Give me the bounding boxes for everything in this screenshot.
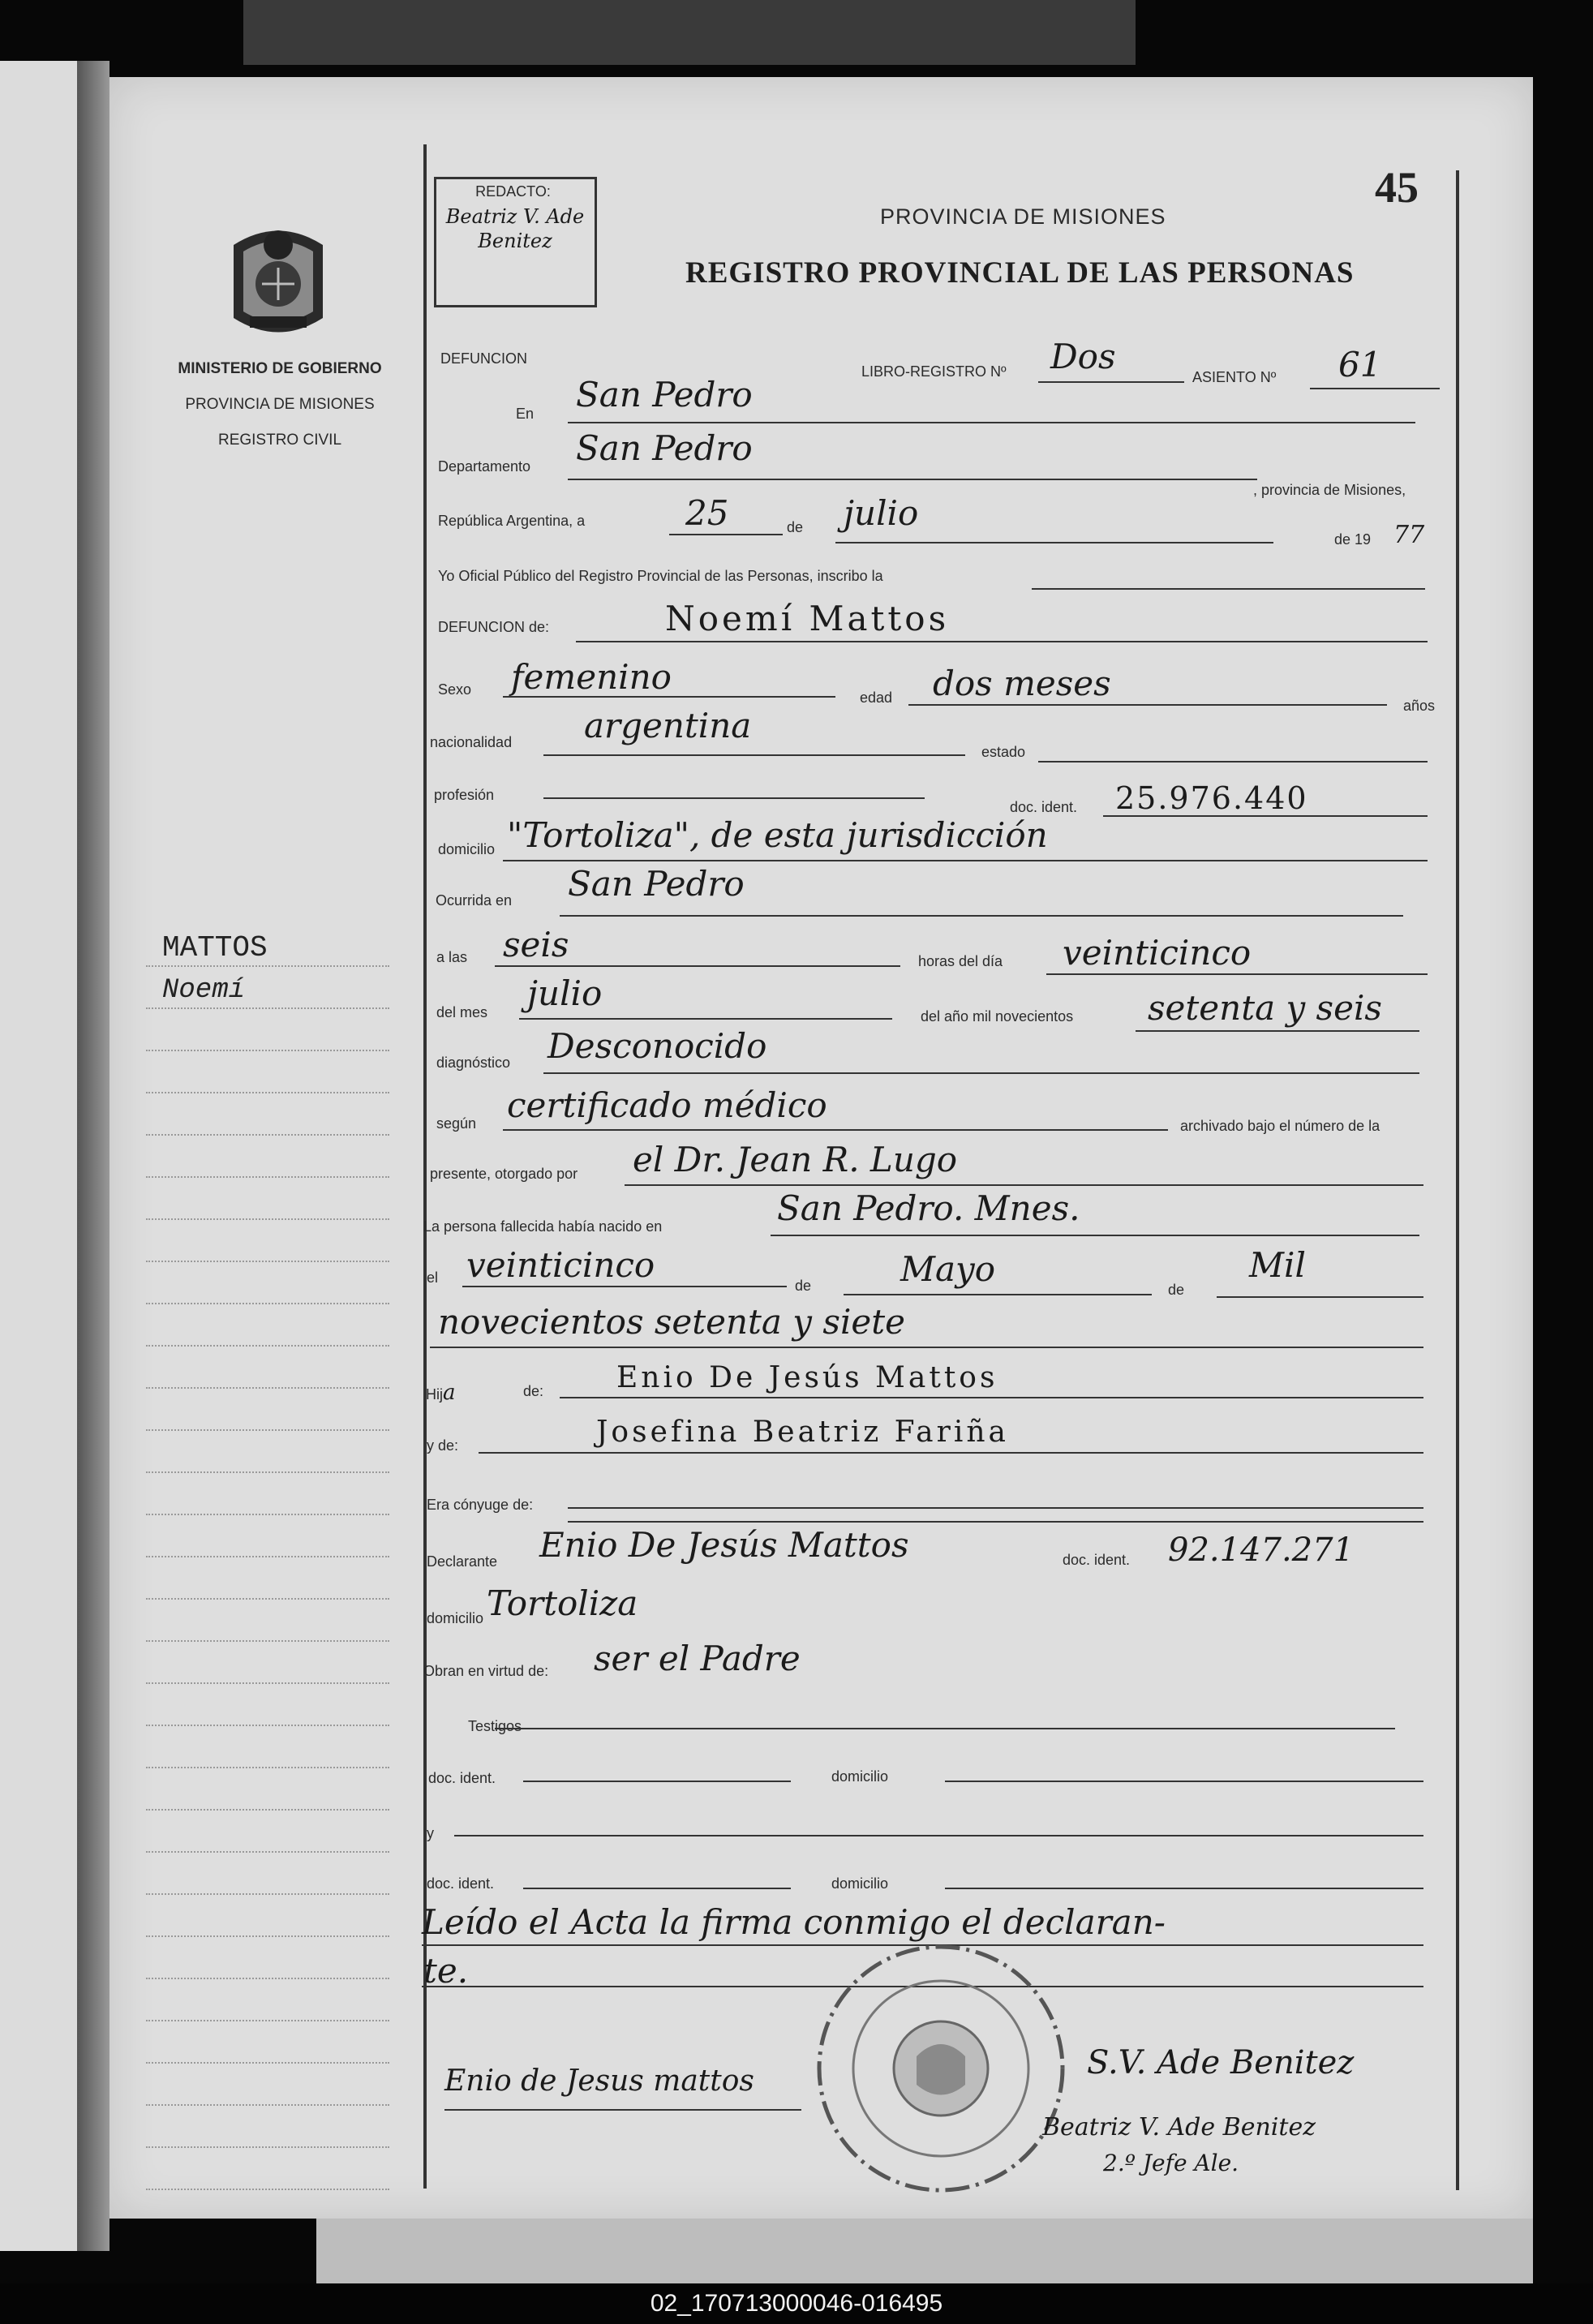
yo-oficial-line	[1032, 588, 1425, 590]
testigo1-doc-line	[523, 1781, 791, 1782]
conyuge-line	[568, 1507, 1423, 1509]
horas-label: horas del día	[918, 953, 1003, 969]
domicilio-line	[503, 860, 1428, 861]
month-line	[835, 542, 1273, 543]
a-las-label: a las	[436, 949, 468, 965]
en-line	[568, 422, 1415, 423]
margin-ruled-line	[146, 965, 389, 967]
margin-ruled-line	[146, 2104, 389, 2106]
margin-ruled-line	[146, 2146, 389, 2148]
doc-ident-value: 25.976.440	[1115, 780, 1308, 816]
margin-ruled-line	[146, 1345, 389, 1347]
domicilio-label: domicilio	[438, 841, 496, 857]
margin-note-name: Noemí	[162, 975, 246, 1006]
image-caption: 02_170713000046-016495	[650, 2290, 943, 2317]
mes-muerte-line	[519, 1018, 892, 1020]
margin-ruled-line	[146, 1429, 389, 1431]
province-left-label: PROVINCIA DE MISIONES	[185, 396, 375, 413]
nacionalidad-line	[543, 754, 965, 756]
asiento-line	[1310, 388, 1440, 389]
diagnostico-value: Desconocido	[547, 1026, 767, 1066]
madre-value: Josefina Beatriz Fariña	[596, 1415, 1010, 1449]
margin-ruled-line	[146, 1767, 389, 1768]
declarant-signature-line	[444, 2109, 801, 2111]
page-number: 45	[1375, 163, 1419, 212]
testigo2-domicilio-line	[945, 1888, 1423, 1889]
nac-ano-line	[430, 1347, 1423, 1348]
declarante-value: Enio De Jesús Mattos	[539, 1525, 909, 1565]
libro-value: Dos	[1050, 337, 1116, 376]
testigo2-line	[454, 1835, 1423, 1836]
margin-ruled-line	[146, 1092, 389, 1093]
conyuge-line-2	[568, 1521, 1423, 1523]
segun-value: certificado médico	[507, 1085, 827, 1125]
nacido-en-line	[771, 1235, 1419, 1236]
margin-note-surname: MATTOS	[162, 931, 268, 964]
yo-oficial-label: Yo Oficial Público del Registro Provincial de las Personas, inscribo la	[438, 568, 883, 584]
margin-ruled-line	[146, 1809, 389, 1811]
nac-mes-value: Mayo	[900, 1249, 996, 1289]
nacionalidad-label: nacionalidad	[430, 734, 513, 750]
nac-mil-value: Mil	[1249, 1245, 1306, 1285]
estado-line	[1038, 761, 1428, 762]
doc-ident-line	[1103, 815, 1428, 817]
official-seal-stamp-icon	[807, 1935, 1075, 2202]
archivado-label: archivado bajo el número de la	[1180, 1118, 1380, 1134]
del-mes-label: del mes	[436, 1004, 488, 1020]
margin-ruled-line	[146, 2189, 389, 2190]
margin-ruled-line	[146, 1261, 389, 1262]
nac-dia-line	[462, 1286, 787, 1287]
y-label: y	[427, 1825, 434, 1841]
margin-ruled-line	[146, 1978, 389, 1979]
testigo2-doc-line	[523, 1888, 791, 1889]
testigo1-domicilio-line	[945, 1781, 1423, 1782]
nac-ano-value: novecientos setenta y siete	[438, 1302, 905, 1342]
year-value: 77	[1393, 521, 1425, 549]
margin-ruled-line	[146, 1935, 389, 1937]
hij-letter: a	[443, 1381, 456, 1405]
mes-muerte-value: julio	[527, 973, 603, 1013]
obran-label: Obran en virtud de:	[423, 1663, 549, 1679]
anos-label: años	[1403, 698, 1436, 714]
margin-ruled-line	[146, 1471, 389, 1473]
margin-ruled-line	[146, 2020, 389, 2021]
otorgado-line	[625, 1184, 1423, 1186]
hij-label	[426, 1381, 456, 1405]
edad-label: edad	[860, 689, 893, 706]
asiento-label: ASIENTO Nº	[1192, 369, 1277, 385]
dia-texto-value: veinticinco	[1063, 933, 1252, 973]
margin-ruled-line	[146, 1387, 389, 1389]
domicilio-value: "Tortoliza", de esta jurisdicción	[507, 815, 1048, 855]
padre-value: Enio De Jesús Mattos	[616, 1361, 998, 1394]
edad-line	[908, 704, 1387, 706]
form-right-rule	[1456, 170, 1459, 2190]
declarante-domicilio-value: Tortoliza	[487, 1583, 638, 1623]
madre-line	[479, 1452, 1423, 1454]
provincia-label: , provincia de Misiones,	[1253, 482, 1406, 498]
declarante-doc-label: doc. ident.	[1063, 1552, 1131, 1568]
obran-value: ser el Padre	[594, 1639, 801, 1678]
nacionalidad-value: argentina	[584, 706, 752, 745]
ocurrida-label: Ocurrida en	[436, 892, 513, 909]
en-value: San Pedro	[576, 375, 753, 415]
margin-ruled-line	[146, 1514, 389, 1515]
officer-title: 2.º Jefe Ale.	[1103, 2150, 1239, 2176]
sexo-line	[503, 696, 835, 698]
testigo1-domicilio-label: domicilio	[831, 1768, 889, 1785]
defuncion-de-line	[576, 641, 1428, 642]
margin-ruled-line	[146, 1598, 389, 1600]
conyuge-label: Era cónyuge de:	[427, 1497, 534, 1513]
margin-ruled-line	[146, 1303, 389, 1304]
de-label-1: de	[787, 519, 804, 535]
diagnostico-label: diagnóstico	[436, 1055, 511, 1071]
declarant-signature: Enio de Jesus mattos	[444, 2064, 754, 2098]
redacto-label: REDACTO:	[475, 183, 551, 200]
de-colon-label-1: de:	[523, 1383, 544, 1399]
margin-ruled-line	[146, 1218, 389, 1220]
officer-signature: S.V. Ade Benitez	[1087, 2044, 1355, 2081]
defuncion-head-label: DEFUNCION	[440, 350, 527, 367]
departamento-line	[568, 479, 1257, 480]
sexo-value: femenino	[511, 657, 672, 697]
hij-prefix: Hij	[426, 1386, 443, 1403]
left-page-edge	[0, 61, 77, 2251]
margin-ruled-line	[146, 1893, 389, 1895]
hora-value: seis	[503, 925, 569, 964]
declarante-doc-value: 92.147.271	[1168, 1531, 1355, 1569]
nacido-en-value: San Pedro. Mnes.	[777, 1188, 1080, 1228]
registry-title: REGISTRO PROVINCIAL DE LAS PERSONAS	[685, 256, 1355, 290]
closing-line-1: Leído el Acta la firma conmigo el declaran-	[422, 1902, 1166, 1942]
persona-nacido-label: La persona fallecida había nacido en	[423, 1218, 663, 1235]
hora-line	[495, 965, 900, 967]
estado-label: estado	[981, 744, 1026, 760]
ano-muerte-line	[1136, 1030, 1419, 1032]
misiones-seal-icon	[225, 221, 331, 342]
redacto-name: Beatriz V. Ade Benitez	[445, 205, 585, 252]
ocurrida-line	[560, 915, 1403, 917]
closing-line-2: te.	[423, 1951, 469, 1991]
officer-name: Beatriz V. Ade Benitez	[1042, 2113, 1316, 2141]
day-line	[669, 534, 783, 535]
dia-texto-line	[1046, 973, 1428, 975]
month-value: julio	[844, 493, 919, 533]
y-de-label: y de:	[427, 1437, 459, 1454]
book-spine	[77, 61, 109, 2251]
asiento-value: 61	[1338, 345, 1382, 384]
margin-ruled-line	[146, 1007, 389, 1009]
margin-ruled-line	[146, 1134, 389, 1136]
margin-ruled-line	[146, 1640, 389, 1642]
book-background	[243, 0, 1136, 65]
province-title: PROVINCIA DE MISIONES	[880, 204, 1166, 229]
doc-ident-label: doc. ident.	[1010, 799, 1078, 815]
day-value: 25	[685, 493, 729, 533]
nac-mes-line	[844, 1294, 1152, 1295]
de-label-3: de	[1168, 1282, 1185, 1298]
year-label: de 19	[1334, 531, 1372, 548]
declarante-label: Declarante	[427, 1553, 498, 1570]
testigo1-doc-label: doc. ident.	[428, 1770, 496, 1786]
el-label: el	[427, 1269, 439, 1286]
edad-value: dos meses	[933, 664, 1111, 703]
departamento-label: Departamento	[438, 458, 531, 475]
margin-ruled-line	[146, 1682, 389, 1684]
republica-label: República Argentina, a	[438, 513, 586, 529]
sexo-label: Sexo	[438, 681, 472, 698]
del-ano-label: del año mil novecientos	[921, 1008, 1074, 1025]
libro-label: LIBRO-REGISTRO Nº	[861, 363, 1007, 380]
segun-label: según	[436, 1115, 477, 1132]
testigo2-doc-label: doc. ident.	[427, 1875, 495, 1892]
testigos-label: Testigos	[468, 1718, 522, 1734]
departamento-value: San Pedro	[576, 428, 753, 468]
margin-ruled-line	[146, 1725, 389, 1726]
segun-line	[503, 1129, 1168, 1131]
civil-registry-label: REGISTRO CIVIL	[217, 432, 342, 449]
deceased-name: Noemí Mattos	[665, 599, 950, 638]
defuncion-de-label: DEFUNCION de:	[438, 619, 550, 635]
otorgado-value: el Dr. Jean R. Lugo	[633, 1140, 958, 1179]
testigos-line	[495, 1728, 1395, 1729]
nac-mil-line	[1217, 1296, 1423, 1298]
profesion-line	[543, 797, 925, 799]
margin-ruled-line	[146, 1176, 389, 1178]
ano-muerte-value: setenta y seis	[1148, 988, 1382, 1028]
margin-ruled-line	[146, 1851, 389, 1853]
declarante-domicilio-label: domicilio	[427, 1610, 484, 1626]
diagnostico-line	[543, 1072, 1419, 1074]
margin-ruled-line	[146, 1050, 389, 1051]
presente-label: presente, otorgado por	[430, 1166, 578, 1182]
margin-ruled-line	[146, 2062, 389, 2064]
testigo2-domicilio-label: domicilio	[831, 1875, 889, 1892]
page-bottom-edge	[316, 2219, 1533, 2283]
margin-ruled-line	[146, 1556, 389, 1557]
ministry-label: MINISTERIO DE GOBIERNO	[178, 360, 382, 377]
nac-dia-value: veinticinco	[466, 1245, 655, 1285]
libro-line	[1038, 381, 1184, 383]
ocurrida-value: San Pedro	[568, 864, 745, 904]
en-label: En	[516, 406, 535, 422]
de-label-2: de	[795, 1278, 812, 1294]
profesion-label: profesión	[434, 787, 495, 803]
padre-line	[560, 1397, 1423, 1398]
